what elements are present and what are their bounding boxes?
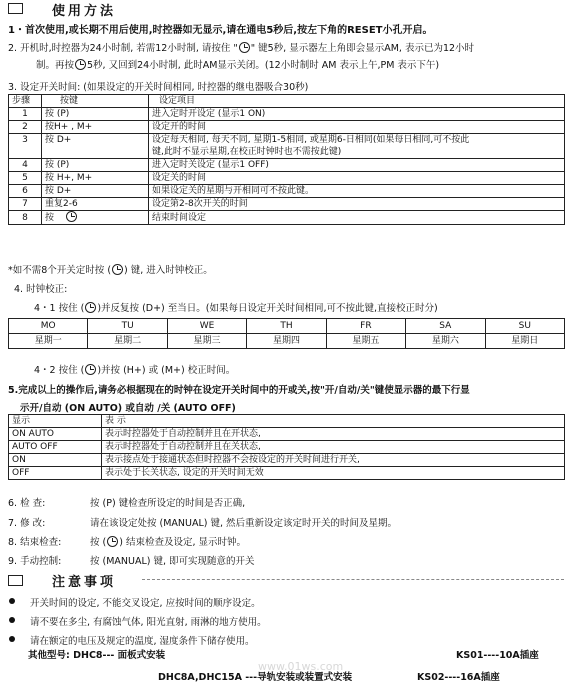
day-code: FR <box>326 319 405 334</box>
table-header-row <box>9 95 565 108</box>
item-1: 1・首次使用,或长期不用后使用,时控器如无显示,请在通电5秒后,按左下角的RESET小孔开启。 <box>8 25 433 36</box>
clock-icon <box>85 364 96 375</box>
table-row <box>9 334 565 349</box>
note-item: 请不要在多尘, 有腐蚀气体, 阳光直射, 雨淋的地方使用。 <box>30 617 267 628</box>
table-row <box>9 454 565 467</box>
item-9-text: 按 (MANUAL) 键, 即可实现随意的开关 <box>90 556 255 567</box>
step-number: 1 <box>9 108 42 121</box>
table-row <box>9 467 565 480</box>
step-item: 设定开的时间 <box>149 121 565 134</box>
day-name: 星期三 <box>167 334 246 349</box>
mode-meaning: 表示时控器处于自动控制并且在开状态, <box>102 428 565 441</box>
mode-display: ON <box>9 454 102 467</box>
bullet-icon <box>9 617 15 623</box>
step-key: 重复2-6 <box>42 198 149 211</box>
step-item: 进入定时开设定 (显示1 ON) <box>149 108 565 121</box>
step-item: 设定第2-8次开关的时间 <box>149 198 565 211</box>
item-2-text-d: 5秒, 又回到24小时制, 此时AM显示关闭。(12小时制时 AM 表示上午,PM 表示下午) <box>87 60 440 71</box>
table-row <box>9 198 565 211</box>
item-3: 3. 设定开关时间: (如果设定的开关时间相同, 时控器的继电器吸合30秒) <box>8 82 309 93</box>
item-5-line2: 示开/自动 (ON AUTO) 或自动 /关 (AUTO OFF) <box>20 403 236 414</box>
day-code: TH <box>247 319 326 334</box>
step-number: 6 <box>9 185 42 198</box>
note-item: 请在额定的电压及规定的温度, 湿度条件下储存使用。 <box>30 636 255 647</box>
day-code: MO <box>9 319 88 334</box>
model-ks01: KS01----10A插座 <box>456 650 539 661</box>
table-row <box>9 159 565 172</box>
day-name: 星期四 <box>247 334 326 349</box>
day-code: SU <box>485 319 564 334</box>
step-item: 设定每天相同, 每天不同, 星期1-5相同, 或星期6-日相同(如果每日相同,可不按此 <box>149 134 565 147</box>
item-8-label: 8. 结束检查: <box>8 537 62 548</box>
step-key: 按 <box>45 213 55 223</box>
item-2-text-c: 制。再按 <box>36 60 75 71</box>
item-2-text-b: " 键5秒, 显示器左上角即会显示AM, 表示已为12小时 <box>250 43 475 54</box>
clock-icon <box>112 264 123 275</box>
table-row <box>9 441 565 454</box>
day-name: 星期日 <box>485 334 564 349</box>
note-star <box>8 262 213 276</box>
item-7-text: 请在该设定处按 (MANUAL) 键, 然后重新设定该定时开关的时间及星期。 <box>90 518 398 529</box>
mode-display: ON AUTO <box>9 428 102 441</box>
step-item: 进入定时关设定 (显示1 OFF) <box>149 159 565 172</box>
table-header: 按键 <box>42 95 149 108</box>
step-number: 2 <box>9 121 42 134</box>
section-checkbox-icon <box>8 3 23 14</box>
step-number: 8 <box>9 211 42 225</box>
step-key: 按 (P) <box>42 159 149 172</box>
table-header: 表 示 <box>102 415 565 428</box>
step-key: 按 H+, M+ <box>42 172 149 185</box>
mode-meaning: 表示处于长关状态, 设定的开关时间无效 <box>102 467 565 480</box>
item-4-1-b: )并反复按 (D+) 至当日。(如果每日设定开关时间相同,可不按此键,直接校正时分) <box>97 303 438 314</box>
step-item: 如果设定关的星期与开相同可不按此键。 <box>149 185 565 198</box>
step-key: 按 D+ <box>42 185 149 198</box>
step-number: 4 <box>9 159 42 172</box>
clock-icon <box>85 302 96 313</box>
table-row <box>9 121 565 134</box>
step-number: 5 <box>9 172 42 185</box>
item-8-text <box>90 534 246 548</box>
clock-icon <box>239 42 250 53</box>
item-5-line1: 5.完成以上的操作后,请务必根据现在的时钟在设定开关时间中的开或关,按"开/自动/关"键使显示器的最下行显 <box>8 385 470 396</box>
item-8-b: ) 结束检查及设定, 显示时钟。 <box>119 537 247 548</box>
step-item: 设定关的时间 <box>149 172 565 185</box>
mode-display: OFF <box>9 467 102 480</box>
item-6-text: 按 (P) 键检查所设定的时间是否正确, <box>90 498 246 509</box>
step-number: 7 <box>9 198 42 211</box>
step-number: 3 <box>9 134 42 159</box>
mode-meaning: 表示时控器处于自动控制并且在关状态, <box>102 441 565 454</box>
step-key-cell <box>42 211 149 225</box>
model-ks02: KS02----16A插座 <box>417 672 500 683</box>
day-code: TU <box>88 319 167 334</box>
watermark: www.01ws.com <box>258 660 344 673</box>
table-row <box>9 428 565 441</box>
section-checkbox-icon <box>8 575 23 586</box>
table-header-row <box>9 415 565 428</box>
clock-icon <box>66 211 77 222</box>
notes-title: 注意事项 <box>52 575 117 590</box>
item-2-line2 <box>36 57 439 71</box>
day-code: WE <box>167 319 246 334</box>
mode-meaning: 表示接点处于接通状态但时控器不会按设定的开关时间进行开关, <box>102 454 565 467</box>
step-key: 按H+ , M+ <box>42 121 149 134</box>
table-row <box>9 211 565 225</box>
item-6-label: 6. 检 查: <box>8 498 46 509</box>
bullet-icon <box>9 598 15 604</box>
item-4-2 <box>34 362 235 376</box>
section-title: 使用方法 <box>52 4 117 19</box>
notes-divider <box>142 579 564 580</box>
table-header: 显示 <box>9 415 102 428</box>
item-2-line1 <box>8 40 474 54</box>
table-row <box>9 108 565 121</box>
item-4: 4. 时钟校正: <box>14 284 68 295</box>
day-name: 星期一 <box>9 334 88 349</box>
table-row <box>9 172 565 185</box>
modes-table <box>8 414 565 480</box>
bullet-icon <box>9 636 15 642</box>
item-4-1 <box>34 300 438 314</box>
step-item-continued: 键,此时不显示星期,在校正时钟时也不需按此键) <box>149 146 565 159</box>
other-models: 其他型号: DHC8--- 面板式安装 <box>28 650 166 661</box>
note-star-b: ) 键, 进入时钟校正。 <box>124 265 213 276</box>
table-header: 步骤 <box>9 95 42 108</box>
clock-icon <box>107 536 118 547</box>
model-rail: DHC8A,DHC15A ---导轨安装或装置式安装 <box>158 672 353 683</box>
clock-icon <box>75 59 86 70</box>
day-name: 星期六 <box>406 334 485 349</box>
item-4-1-a: 4・1 按住 ( <box>34 303 85 314</box>
item-9-label: 9. 手动控制: <box>8 556 62 567</box>
table-header: 设定项目 <box>149 95 565 108</box>
steps-table <box>8 94 565 225</box>
table-row <box>9 134 565 147</box>
week-table <box>8 318 565 349</box>
day-name: 星期五 <box>326 334 405 349</box>
item-8-a: 按 ( <box>90 537 107 548</box>
item-4-2-b: )并按 (H+) 或 (M+) 校正时间。 <box>97 365 236 376</box>
step-key: 按 D+ <box>42 134 149 159</box>
day-code: SA <box>406 319 485 334</box>
item-7-label: 7. 修 改: <box>8 518 46 529</box>
note-star-a: *如不需8个开关定时按 ( <box>8 265 112 276</box>
item-4-2-a: 4・2 按住 ( <box>34 365 85 376</box>
item-2-text-a: 2. 开机时,时控器为24小时制, 若需12小时制, 请按住 " <box>8 43 238 54</box>
note-item: 开关时间的设定, 不能交叉设定, 应按时间的顺序设定。 <box>30 598 261 609</box>
day-name: 星期二 <box>88 334 167 349</box>
step-item: 结束时间设定 <box>149 211 565 225</box>
step-key: 按 (P) <box>42 108 149 121</box>
table-row <box>9 185 565 198</box>
table-row <box>9 319 565 334</box>
mode-display: AUTO OFF <box>9 441 102 454</box>
